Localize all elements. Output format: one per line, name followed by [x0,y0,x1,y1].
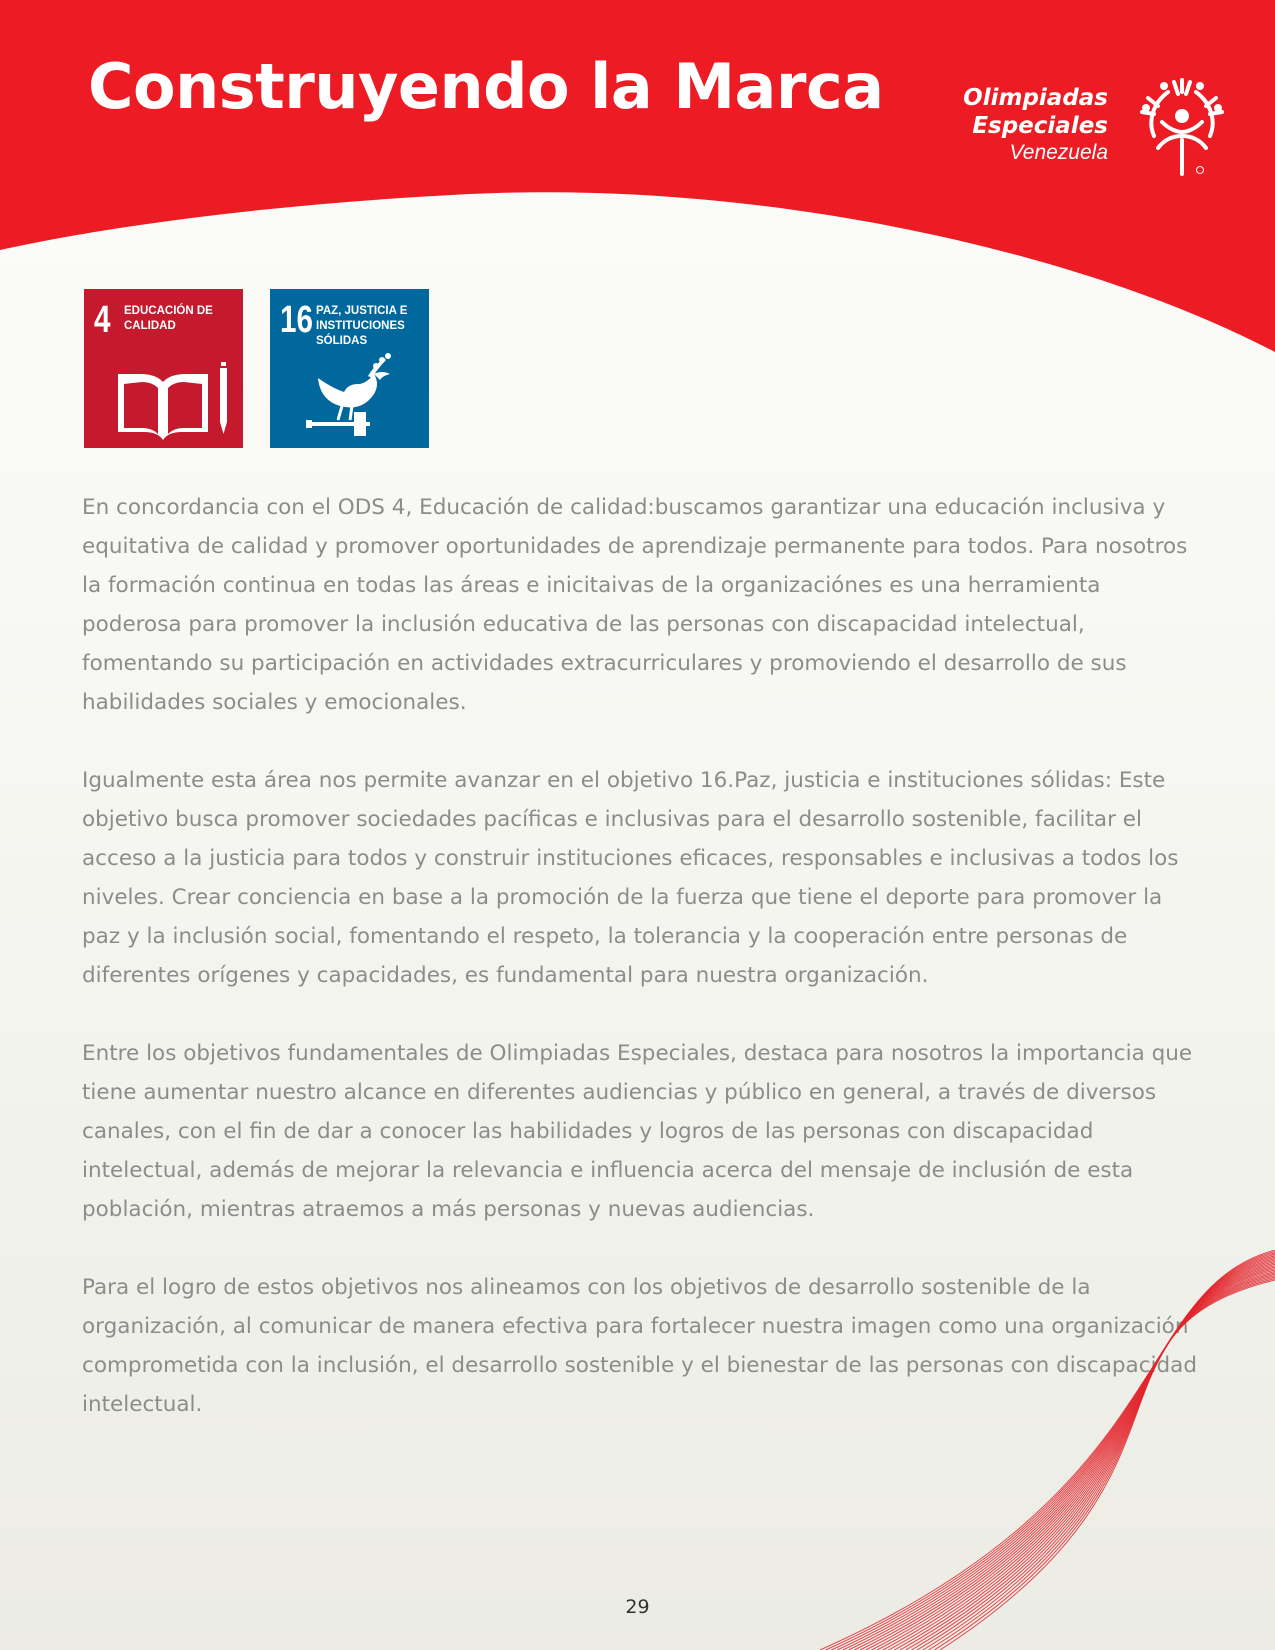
sdg-4-badge [84,289,243,448]
wave-line [894,1269,1275,1650]
wave-line [831,1253,1275,1650]
book-pencil-icon [84,348,243,448]
wave-line [843,1256,1275,1650]
organization-logo [930,78,1230,178]
logo-wordmark [963,84,1108,166]
sdg-16-label: PAZ, JUSTICIA E INSTITUCIONES SÓLIDAS [316,305,408,347]
wave-line [820,1250,1275,1650]
logo-line-2: Especiales [972,113,1108,139]
paragraph-4: Para el logro de estos objetivos nos alineamos con los objetivos de desarrollo sostenible de la organización, al comunicar de manera efectiva para fortalecer nuestra imagen como una organización comprometida con la inclusión, el desarrollo sostenible y el bienestar de las personas con discapacidad intelectual. [82,1275,1197,1417]
sdg-16-badge [270,289,429,448]
page-number: 29 [625,1596,650,1618]
wave-line [837,1254,1275,1650]
sdg-16-number: 16 [280,299,313,341]
paragraph-2: Igualmente esta área nos permite avanzar en el objetivo 16.Paz, justicia e instituciones sólidas: Este objetivo busca promover sociedades pacíficas e inclusivas para el desarrollo sostenible, facilitar el acceso a la justicia para todos y construir instituciones eficaces, responsables e inclusivas a todos los niveles. Crear conciencia en base a la promoción de la fuerza que tiene el deporte para promover la paz y la inclusión social, fomentando el respeto, la tolerancia y la cooperación entre personas de diferentes orígenes y capacidades, es fundamental para nuestra organización. [82,768,1179,988]
page-title: Construyendo la Marca [88,50,884,123]
paragraph-3: Entre los objetivos fundamentales de Olimpiadas Especiales, destaca para nosotros la importancia que tiene aumentar nuestro alcance en diferentes audiencias y público en general, a través de diversos canales, con el fin de dar a conocer las habilidades y logros de las personas con discapacidad intelectual, además de mejorar la relevancia e influencia acerca del mensaje de inclusión de esta población, mientras atraemos a más personas y nuevas audiencias. [82,1041,1193,1222]
wave-line [883,1266,1275,1650]
dove-gavel-icon [270,348,429,448]
sdg-4-number: 4 [94,299,111,341]
special-olympics-emblem-icon [1134,78,1230,178]
logo-line-1: Olimpiadas [963,85,1108,111]
wave-line [866,1261,1275,1650]
paragraph-1: En concordancia con el ODS 4, Educación de calidad:buscamos garantizar una educación inclusiva y equitativa de calidad y promover oportunidades de aprendizaje permanente para todos. Para nosotros la formación continua en todas las áreas e inicitaivas de la organizaciónes es una herramienta poderosa para promover la inclusión educativa de las personas con discapacidad intelectual, fomentando su participación en actividades extracurriculares y promoviendo el desarrollo de sus habilidades sociales y emocionales. [82,495,1188,715]
wave-line [826,1251,1275,1650]
wave-line [849,1257,1275,1650]
wave-line [860,1260,1275,1650]
sdg-4-label: EDUCACIÓN DE CALIDAD [124,305,213,332]
wave-line [854,1259,1275,1650]
logo-line-3: Venezuela [1009,141,1108,164]
wave-line [877,1264,1275,1650]
decorative-wave-lines [800,1250,1275,1650]
